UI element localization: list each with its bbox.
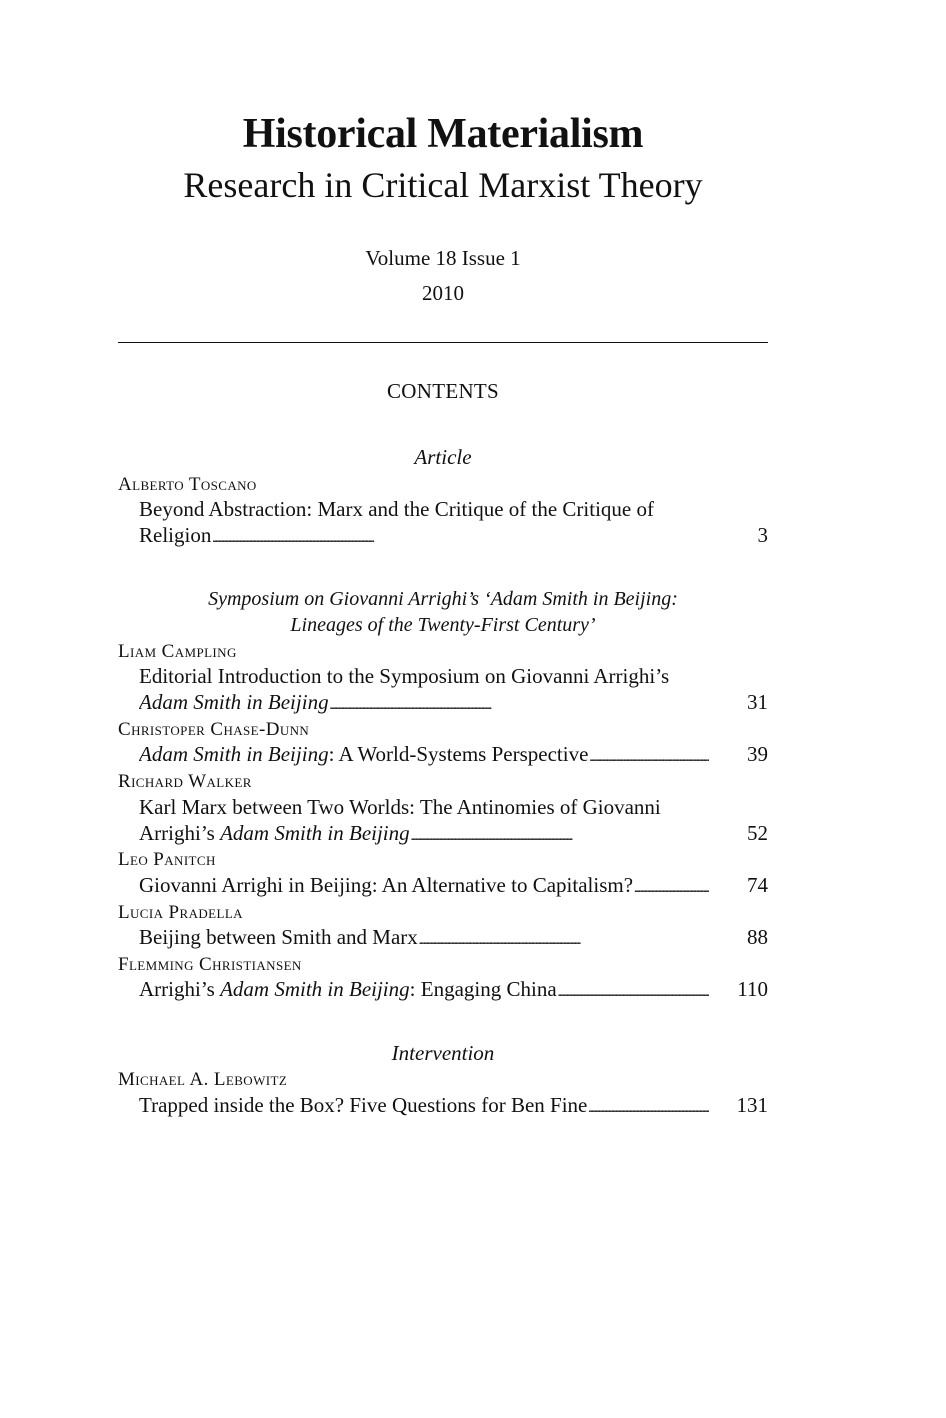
journal-title: Historical Materialism (242, 111, 644, 157)
toc-author: Lucia Pradella (118, 902, 243, 923)
section-heading-symposium: Lineages of the Twenty-First Century’ (290, 614, 596, 636)
toc-page-number: 110 (737, 977, 768, 1001)
header-divider (118, 342, 768, 343)
toc-entry-title: Beyond Abstraction: Marx and the Critique of the Critique of (139, 497, 654, 521)
toc-page-number: 74 (747, 873, 768, 897)
section-heading-article: Article (414, 445, 472, 469)
toc-page-number: 52 (747, 821, 768, 845)
toc-entry-title: Beijing between Smith and Marx . . . (139, 925, 709, 950)
toc-entry-title: Arrighi’s Adam Smith in Beijing: Engaging China . . . (139, 977, 709, 1002)
toc-author: Alberto Toscano (118, 474, 257, 495)
journal-subtitle: Research in Critical Marxist Theory (183, 165, 703, 205)
toc-author: Flemming Christiansen (118, 954, 302, 975)
toc-author: Richard Walker (118, 771, 252, 792)
toc-page-number: 31 (747, 690, 768, 714)
toc-entry-title: Giovanni Arrighi in Beijing: An Alternative to Capitalism? . . . (139, 873, 709, 898)
contents-heading: CONTENTS (386, 379, 500, 403)
toc-entry-title: Arrighi’s Adam Smith in Beijing . . . (139, 821, 709, 846)
toc-entry-title: Karl Marx between Two Worlds: The Antinomies of Giovanni (139, 795, 661, 819)
toc-page-number: 39 (747, 742, 768, 766)
toc-page-number: 88 (747, 925, 768, 949)
section-heading-symposium: Symposium on Giovanni Arrighi’s ‘Adam Smith in Beijing: (208, 588, 678, 610)
toc-page-number: 131 (736, 1093, 768, 1117)
publication-year: 2010 (422, 281, 464, 305)
toc-author: Christoper Chase-Dunn (118, 719, 310, 740)
toc-author: Leo Panitch (118, 849, 216, 870)
toc-entry-title: Trapped inside the Box? Five Questions for Ben Fine . . . (139, 1093, 709, 1118)
toc-page-number: 3 (757, 523, 768, 547)
volume-issue: Volume 18 Issue 1 (365, 246, 521, 270)
toc-entry-title: Religion . . . (139, 523, 709, 548)
toc-author: Michael A. Lebowitz (118, 1069, 288, 1090)
toc-entry-title: Adam Smith in Beijing: A World-Systems Perspective . . . (139, 742, 709, 767)
section-heading-intervention: Intervention (391, 1041, 495, 1065)
toc-entry-title: Editorial Introduction to the Symposium on Giovanni Arrighi’s (139, 664, 670, 688)
toc-entry-title: Adam Smith in Beijing . . . (139, 690, 709, 715)
toc-author: Liam Campling (118, 641, 237, 662)
